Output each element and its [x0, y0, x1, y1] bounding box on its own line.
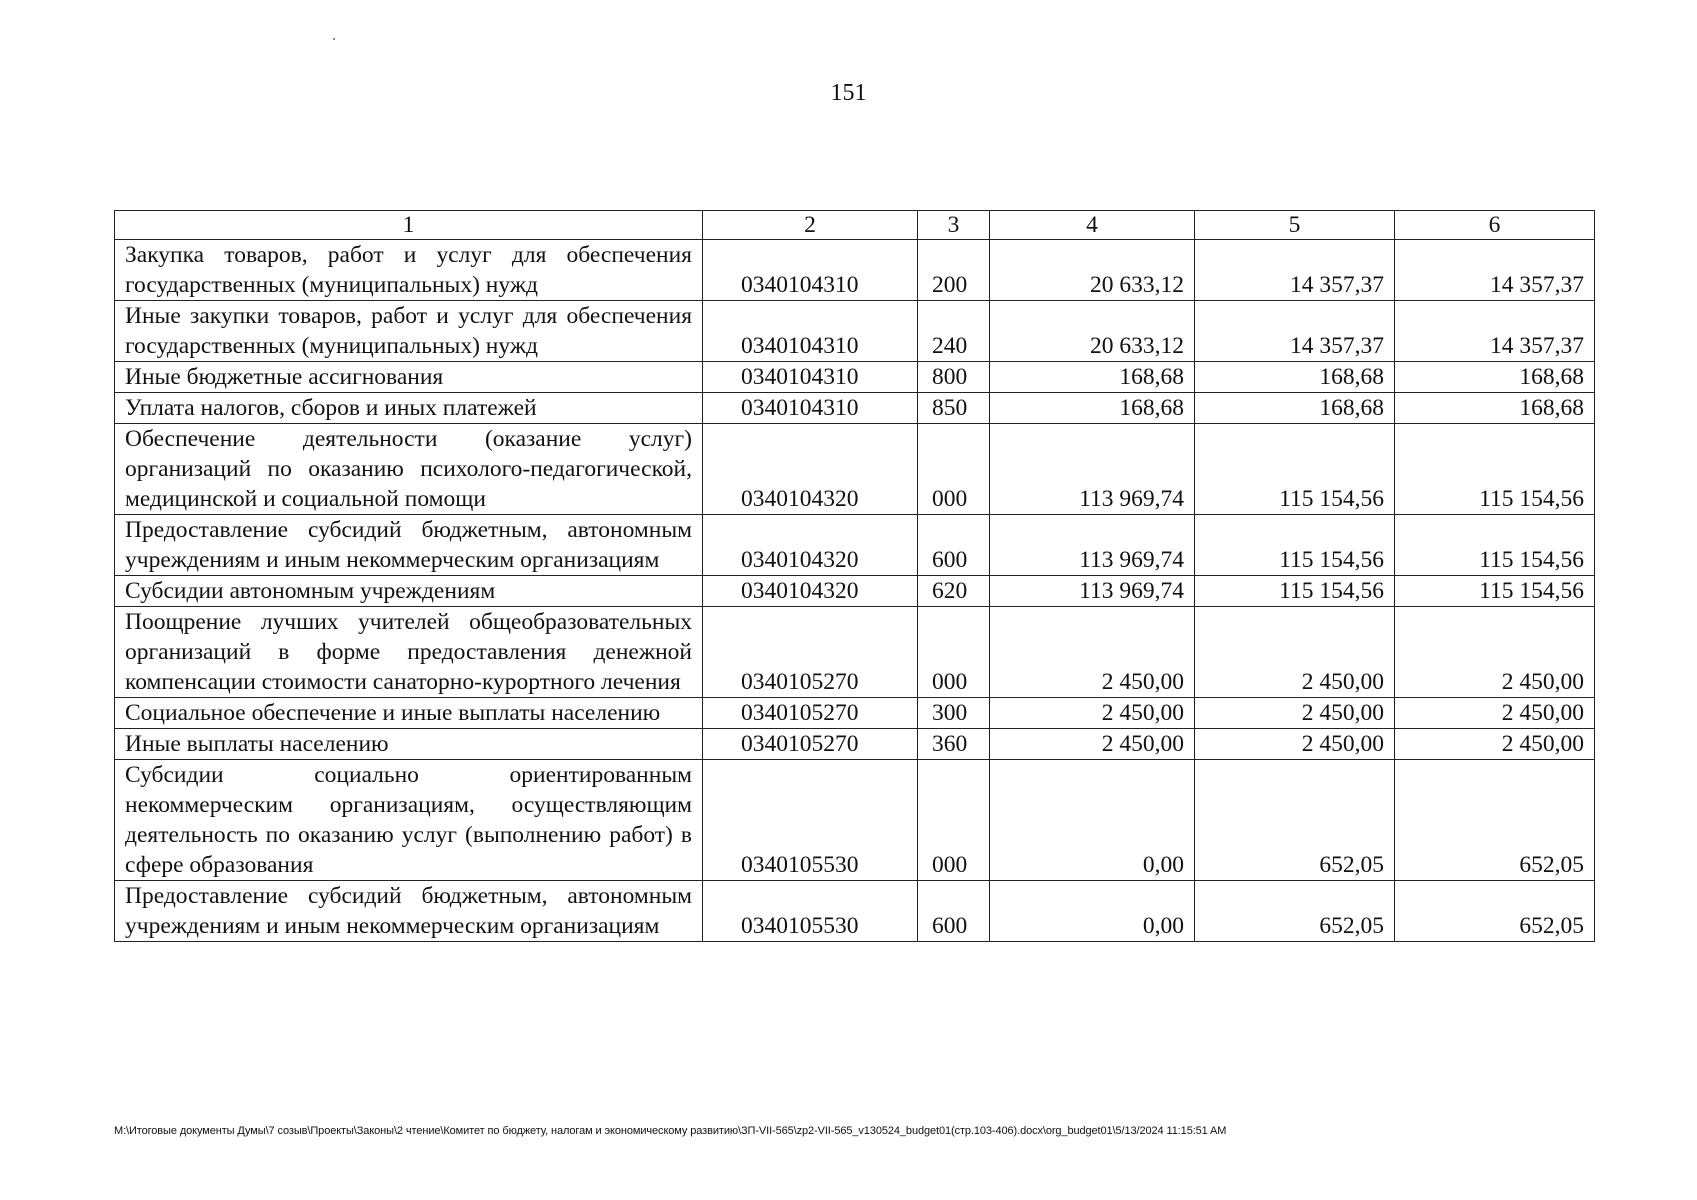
table-row [115, 424, 1595, 515]
row-value-cell: 168,68 [1195, 362, 1395, 393]
table-row [115, 393, 1595, 424]
row-name-cell: Субсидии автономным учреждениям [115, 576, 703, 607]
column-header: 1 [115, 211, 703, 240]
row-value-cell: 2 450,00 [990, 607, 1195, 698]
row-kvr-cell: 800 [918, 362, 990, 393]
row-value-cell: 168,68 [1395, 393, 1595, 424]
table-row [115, 362, 1595, 393]
table-row [115, 698, 1595, 729]
row-value-cell: 168,68 [990, 393, 1195, 424]
column-header: 2 [703, 211, 918, 240]
column-header: 3 [918, 211, 990, 240]
table-row [115, 240, 1595, 301]
row-code-cell: 0340105270 [703, 607, 918, 698]
row-value-cell: 652,05 [1395, 881, 1595, 942]
table-row [115, 576, 1595, 607]
row-code-cell: 0340104310 [703, 240, 918, 301]
table-row [115, 515, 1595, 576]
row-name-cell: Предоставление субсидий бюджетным, автономным учреждениям и иным некоммерческим организациям [115, 881, 703, 942]
row-value-cell: 115 154,56 [1195, 424, 1395, 515]
row-value-cell: 168,68 [1195, 393, 1395, 424]
row-value-cell: 14 357,37 [1195, 240, 1395, 301]
row-kvr-cell: 240 [918, 301, 990, 362]
row-value-cell: 0,00 [990, 881, 1195, 942]
row-value-cell: 115 154,56 [1395, 515, 1595, 576]
scan-speck [333, 38, 335, 40]
row-kvr-cell: 620 [918, 576, 990, 607]
row-value-cell: 115 154,56 [1395, 576, 1595, 607]
budget-table [114, 210, 1595, 942]
row-value-cell: 2 450,00 [1195, 729, 1395, 760]
row-kvr-cell: 000 [918, 760, 990, 881]
row-value-cell: 113 969,74 [990, 576, 1195, 607]
row-value-cell: 2 450,00 [1395, 729, 1595, 760]
row-kvr-cell: 000 [918, 607, 990, 698]
row-value-cell: 2 450,00 [990, 729, 1195, 760]
row-name-cell: Субсидии социально ориентированным некоммерческим организациям, осуществляющим деятельность по оказанию услуг (выполнению работ) в сфере образования [115, 760, 703, 881]
row-name-cell: Предоставление субсидий бюджетным, автономным учреждениям и иным некоммерческим организациям [115, 515, 703, 576]
row-code-cell: 0340105270 [703, 729, 918, 760]
row-value-cell: 115 154,56 [1195, 515, 1395, 576]
row-code-cell: 0340104310 [703, 301, 918, 362]
page-number: 151 [830, 80, 867, 106]
row-kvr-cell: 850 [918, 393, 990, 424]
row-code-cell: 0340104320 [703, 424, 918, 515]
row-value-cell: 20 633,12 [990, 301, 1195, 362]
row-name-cell: Иные бюджетные ассигнования [115, 362, 703, 393]
row-code-cell: 0340104310 [703, 393, 918, 424]
column-header: 6 [1395, 211, 1595, 240]
row-code-cell: 0340105530 [703, 881, 918, 942]
row-value-cell: 113 969,74 [990, 515, 1195, 576]
column-header: 5 [1195, 211, 1395, 240]
row-code-cell: 0340104320 [703, 515, 918, 576]
row-name-cell: Социальное обеспечение и иные выплаты населению [115, 698, 703, 729]
row-value-cell: 168,68 [990, 362, 1195, 393]
row-value-cell: 14 357,37 [1195, 301, 1395, 362]
table-row [115, 881, 1595, 942]
row-value-cell: 652,05 [1195, 760, 1395, 881]
row-value-cell: 652,05 [1395, 760, 1595, 881]
row-value-cell: 652,05 [1195, 881, 1395, 942]
table-row [115, 729, 1595, 760]
row-name-cell: Иные закупки товаров, работ и услуг для обеспечения государственных (муниципальных) нужд [115, 301, 703, 362]
row-value-cell: 14 357,37 [1395, 240, 1595, 301]
row-value-cell: 2 450,00 [1195, 698, 1395, 729]
row-value-cell: 2 450,00 [1395, 607, 1595, 698]
row-code-cell: 0340104310 [703, 362, 918, 393]
row-name-cell: Поощрение лучших учителей общеобразовательных организаций в форме предоставления денежной компенсации стоимости санаторно-курортного лечения [115, 607, 703, 698]
row-code-cell: 0340105270 [703, 698, 918, 729]
row-value-cell: 2 450,00 [1395, 698, 1595, 729]
row-name-cell: Обеспечение деятельности (оказание услуг) организаций по оказанию психолого-педагогической, медицинской и социальной помощи [115, 424, 703, 515]
row-name-cell: Уплата налогов, сборов и иных платежей [115, 393, 703, 424]
row-value-cell: 2 450,00 [1195, 607, 1395, 698]
row-value-cell: 14 357,37 [1395, 301, 1595, 362]
table-row [115, 607, 1595, 698]
row-value-cell: 2 450,00 [990, 698, 1195, 729]
row-value-cell: 115 154,56 [1195, 576, 1395, 607]
row-name-cell: Иные выплаты населению [115, 729, 703, 760]
row-kvr-cell: 000 [918, 424, 990, 515]
row-kvr-cell: 600 [918, 515, 990, 576]
row-value-cell: 113 969,74 [990, 424, 1195, 515]
row-kvr-cell: 600 [918, 881, 990, 942]
row-value-cell: 20 633,12 [990, 240, 1195, 301]
row-value-cell: 115 154,56 [1395, 424, 1595, 515]
row-code-cell: 0340105530 [703, 760, 918, 881]
row-kvr-cell: 200 [918, 240, 990, 301]
row-value-cell: 168,68 [1395, 362, 1595, 393]
row-name-cell: Закупка товаров, работ и услуг для обеспечения государственных (муниципальных) нужд [115, 240, 703, 301]
file-path-footer: M:\Итоговые документы Думы\7 созыв\Проекты\Законы\2 чтение\Комитет по бюджету, налогам и экономическому развитию\ЗП-VII-565\zp2-VII-565_v130524_budget01(стр.103-406).docx\org_budget01\5/13/2024 11:15:51 AM [114, 1125, 1227, 1137]
row-code-cell: 0340104320 [703, 576, 918, 607]
table-row [115, 301, 1595, 362]
table-header-row [115, 211, 1595, 240]
row-kvr-cell: 360 [918, 729, 990, 760]
row-value-cell: 0,00 [990, 760, 1195, 881]
row-kvr-cell: 300 [918, 698, 990, 729]
column-header: 4 [990, 211, 1195, 240]
table-row [115, 760, 1595, 881]
